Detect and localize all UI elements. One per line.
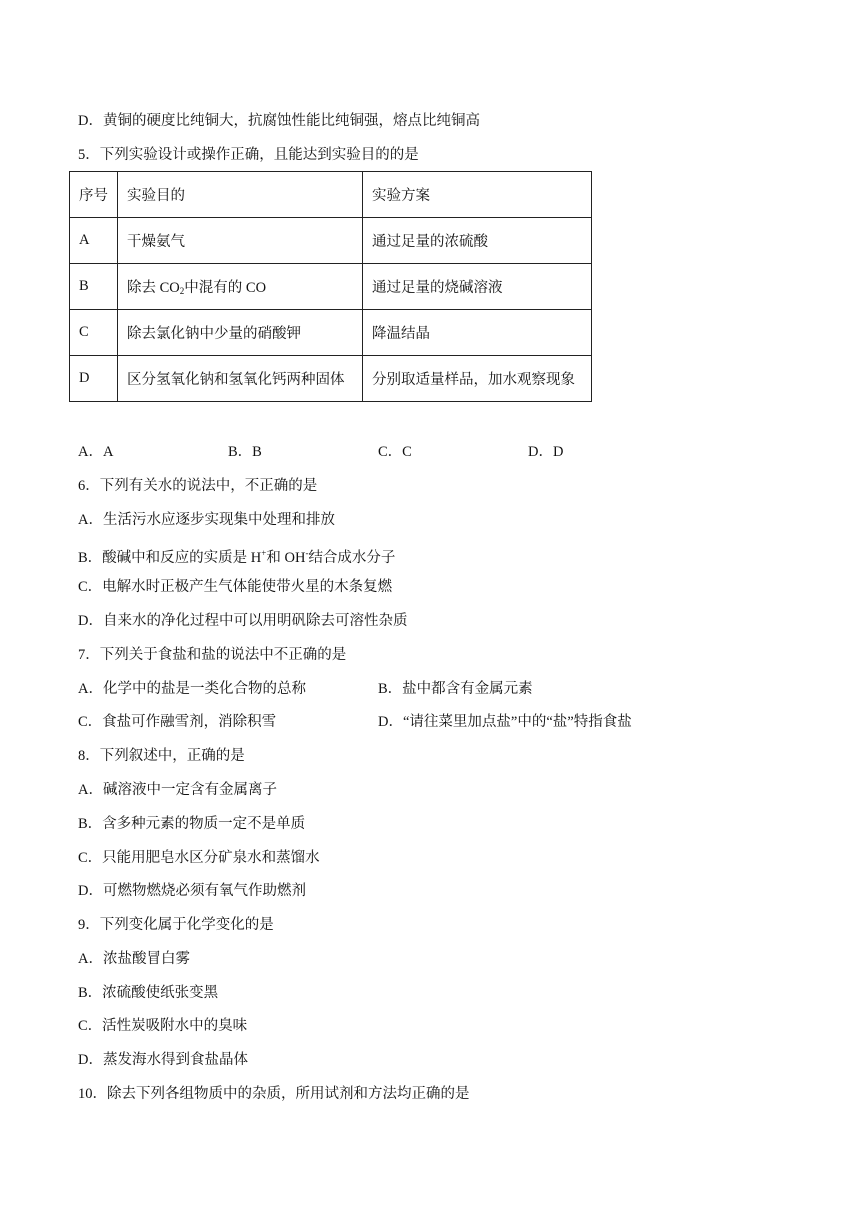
q5-option-c: C．C: [378, 444, 412, 460]
q8-option-b: B．含多种元素的物质一定不是单质: [78, 816, 306, 832]
q6-option-b: [78, 543, 395, 568]
row-purpose: [118, 264, 363, 310]
superscript-plus: +: [261, 548, 267, 558]
q6-option-a: A．生活污水应逐步实现集中处理和排放: [78, 512, 335, 528]
header-plan: 实验方案: [363, 172, 592, 218]
table-row: [70, 356, 592, 402]
header-purpose: 实验目的: [118, 172, 363, 218]
q6-stem: 6．下列有关水的说法中，不正确的是: [78, 478, 318, 494]
q9-stem: 9．下列变化属于化学变化的是: [78, 917, 274, 933]
row-purpose: 区分氢氧化钠和氢氧化钙两种固体: [118, 356, 363, 402]
q9-option-a: A．浓盐酸冒白雾: [78, 951, 190, 967]
q9-option-d: D．蒸发海水得到食盐晶体: [78, 1052, 248, 1068]
subscript-2: 2: [179, 286, 185, 296]
q7-option-a: A．化学中的盐是一类化合物的总称: [78, 681, 306, 697]
row-plan: 通过足量的烧碱溶液: [363, 264, 592, 310]
q7-option-d: D．“请往菜里加点盐”中的“盐”特指食盐: [378, 714, 632, 730]
q8-option-d: D．可燃物燃烧必须有氧气作助燃剂: [78, 883, 306, 899]
option-b-post: 结合成水分子: [308, 550, 396, 566]
q8-option-c: C．只能用肥皂水区分矿泉水和蒸馏水: [78, 850, 320, 866]
table-header-row: [70, 172, 592, 218]
q9-option-b: B．浓硫酸使纸张变黑: [78, 985, 219, 1001]
q7-option-b: B．盐中都含有金属元素: [378, 681, 533, 697]
table-row: [70, 264, 592, 310]
q7-option-c: C．食盐可作融雪剂，消除积雪: [78, 714, 277, 730]
q9-option-c: C．活性炭吸附水中的臭味: [78, 1018, 248, 1034]
q8-option-a: A．碱溶液中一定含有金属离子: [78, 782, 277, 798]
q5-option-a: A．A: [78, 444, 114, 460]
row-id: A: [70, 218, 118, 264]
q5-experiment-table: [69, 171, 592, 402]
row-id: C: [70, 310, 118, 356]
row-plan: 降温结晶: [363, 310, 592, 356]
row-purpose: 除去氯化钠中少量的硝酸钾: [118, 310, 363, 356]
row-plan: 分别取适量样品，加水观察现象: [363, 356, 592, 402]
row-id: B: [70, 264, 118, 310]
header-index: 序号: [70, 172, 118, 218]
table-row: [70, 218, 592, 264]
q5-stem: 5．下列实验设计或操作正确，且能达到实验目的的是: [78, 147, 419, 163]
table-row: [70, 310, 592, 356]
purpose-pre: 除去 CO: [127, 280, 180, 296]
q8-stem: 8．下列叙述中，正确的是: [78, 748, 245, 764]
row-id: D: [70, 356, 118, 402]
q10-stem: 10．除去下列各组物质中的杂质，所用试剂和方法均正确的是: [78, 1086, 470, 1102]
q4-option-d: D．黄铜的硬度比纯铜大，抗腐蚀性能比纯铜强，熔点比纯铜高: [78, 113, 480, 129]
superscript-minus: -: [305, 548, 309, 558]
option-b-mid: 和 OH: [266, 550, 306, 566]
q5-option-b: B．B: [228, 444, 262, 460]
q6-option-d: D．自来水的净化过程中可以用明矾除去可溶性杂质: [78, 613, 408, 629]
q7-stem: 7．下列关于食盐和盐的说法中不正确的是: [78, 647, 347, 663]
q5-option-d: D．D: [528, 444, 564, 460]
purpose-post: 中混有的 CO: [184, 280, 267, 296]
row-plan: 通过足量的浓硫酸: [363, 218, 592, 264]
row-purpose: 干燥氨气: [118, 218, 363, 264]
q6-option-c: C．电解水时正极产生气体能使带火星的木条复燃: [78, 579, 393, 595]
option-b-pre: B．酸碱中和反应的实质是 H: [78, 550, 262, 566]
